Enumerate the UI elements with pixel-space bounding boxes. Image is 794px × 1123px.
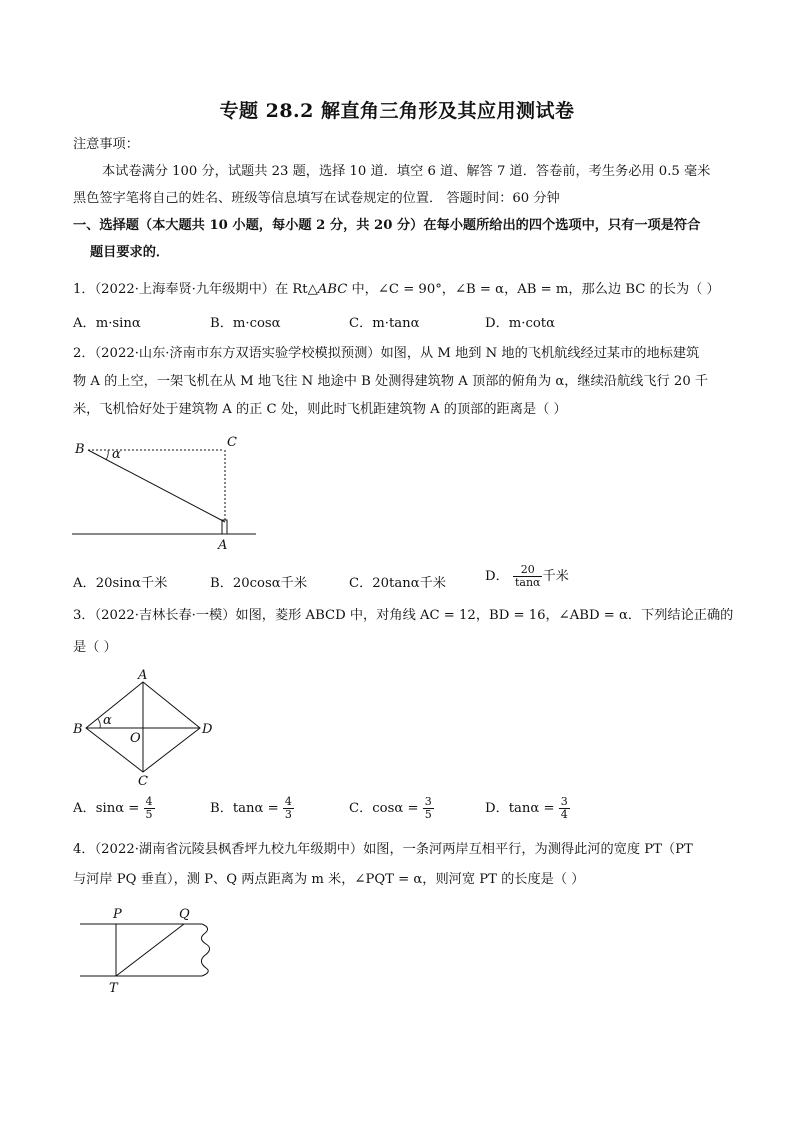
page-title: 专题 28.2 解直角三角形及其应用测试卷	[219, 100, 575, 122]
question-4-line-2: 与河岸 PQ 垂直），测 P、Q 两点距离为 m 米，∠PQT = α，则河宽 PT 的长度是（ ）	[73, 872, 585, 887]
label-p: P	[113, 907, 122, 922]
label-q: Q	[179, 907, 190, 922]
question-3-figure	[70, 668, 220, 788]
label-a: A	[138, 668, 148, 683]
question-2-line-3: 米，飞机恰好处于建筑物 A 的正 C 处，则此时飞机距建筑物 A 的顶部的距离是（ ）	[73, 402, 567, 417]
river-break-curve	[201, 924, 209, 976]
label-alpha: α	[103, 713, 112, 728]
question-2-option-d-unit: 千米	[542, 569, 569, 584]
question-3-line-2: 是（ ）	[73, 640, 117, 655]
option-label: B．tanα =	[210, 801, 279, 816]
question-1-text-a: 1．（2022·上海奉贤·九年级期中）在 Rt△	[73, 282, 318, 297]
section-1-heading-cont: 题目要求的．	[90, 245, 170, 260]
option-label: A．sinα =	[73, 801, 140, 816]
label-c: C	[227, 435, 237, 450]
question-2-option-c[interactable]: C．20tanα千米	[349, 576, 446, 591]
angle-arc	[106, 450, 108, 460]
fraction-denominator: 5	[145, 808, 153, 821]
question-4-figure	[78, 904, 228, 1004]
question-3-option-c[interactable]	[349, 796, 434, 821]
sight-line	[88, 450, 225, 522]
fraction-denominator: tanα	[514, 576, 541, 589]
question-3-line-1: 3．（2022·吉林长春·一模）如图，菱形 ABCD 中，对角线 AC = 12，BD = 16，∠ABD = α．下列结论正确的	[73, 608, 734, 623]
label-t: T	[109, 981, 118, 996]
question-1-option-b[interactable]: B．m·cosα	[210, 316, 281, 331]
question-1-text-b: 中，∠C = 90°，∠B = α，AB = m，那么边 BC 的长为（ ）	[347, 282, 720, 297]
label-o: O	[130, 731, 141, 746]
question-2-line-2: 物 A 的上空，一架飞机在从 M 地飞往 N 地途中 B 处测得建筑物 A 顶部的俯角为 α，继续沿航线飞行 20 千	[73, 374, 709, 389]
option-fraction	[283, 796, 294, 821]
notice-line-2: 黑色签字笔将自己的姓名、班级等信息填写在试卷规定的位置． 答题时间：60 分钟	[73, 191, 560, 206]
question-1-option-c[interactable]: C．m·tanα	[349, 316, 420, 331]
label-alpha: α	[112, 447, 121, 462]
fraction-denominator: 3	[284, 808, 292, 821]
notice-line-1: 本试卷满分 100 分，试题共 23 题，选择 10 道．填空 6 道、解答 7 道．答卷前，考生务必用 0.5 毫米	[102, 164, 711, 179]
section-1-heading: 一、选择题（本大题共 10 小题，每小题 2 分，共 20 分）在每小题所给出的四个选项中，只有一项是符合	[73, 218, 701, 233]
fraction-numerator: 4	[284, 795, 292, 808]
option-label: D．tanα =	[485, 801, 555, 816]
question-1-triangle: ABC	[317, 282, 348, 297]
notice-heading: 注意事项：	[73, 137, 139, 152]
label-d: D	[202, 722, 213, 737]
fraction-numerator: 4	[145, 795, 153, 808]
label-a: A	[218, 538, 228, 553]
label-b: B	[73, 722, 83, 737]
question-4-line-1: 4．（2022·湖南省沅陵县枫香坪九校九年级期中）如图，一条河两岸互相平行，为测得此河的宽度 PT（PT	[73, 842, 693, 857]
fraction-numerator: 3	[560, 795, 568, 808]
question-3-option-a[interactable]	[73, 796, 155, 821]
option-fraction	[423, 796, 434, 821]
question-3-option-b[interactable]	[210, 796, 294, 821]
option-label: C．cosα =	[349, 801, 419, 816]
option-fraction	[559, 796, 570, 821]
angle-arc	[98, 719, 100, 728]
fraction-numerator: 20	[513, 564, 543, 577]
fraction-denominator: 5	[424, 808, 432, 821]
fraction-numerator: 3	[424, 795, 432, 808]
question-2-line-1: 2．（2022·山东·济南市东方双语实验学校模拟预测）如图，从 M 地到 N 地的飞机航线经过某市的地标建筑	[73, 346, 700, 361]
question-1-stem	[73, 280, 720, 300]
question-2-figure	[70, 436, 270, 556]
option-fraction	[144, 796, 155, 821]
question-1-option-a[interactable]: A．m·sinα	[73, 316, 141, 331]
question-2-option-d-fraction	[513, 564, 543, 589]
question-1-option-d[interactable]: D．m·cotα	[485, 316, 555, 331]
segment-qt	[116, 924, 184, 976]
question-3-option-d[interactable]	[485, 796, 570, 821]
question-2-option-d[interactable]	[485, 564, 569, 589]
question-2-option-d-label: D．	[485, 569, 509, 584]
label-b: B	[75, 442, 85, 457]
label-c: C	[138, 774, 148, 789]
fraction-denominator: 4	[560, 808, 568, 821]
question-2-option-b[interactable]: B．20cosα千米	[210, 576, 308, 591]
question-2-option-a[interactable]: A．20sinα千米	[73, 576, 168, 591]
